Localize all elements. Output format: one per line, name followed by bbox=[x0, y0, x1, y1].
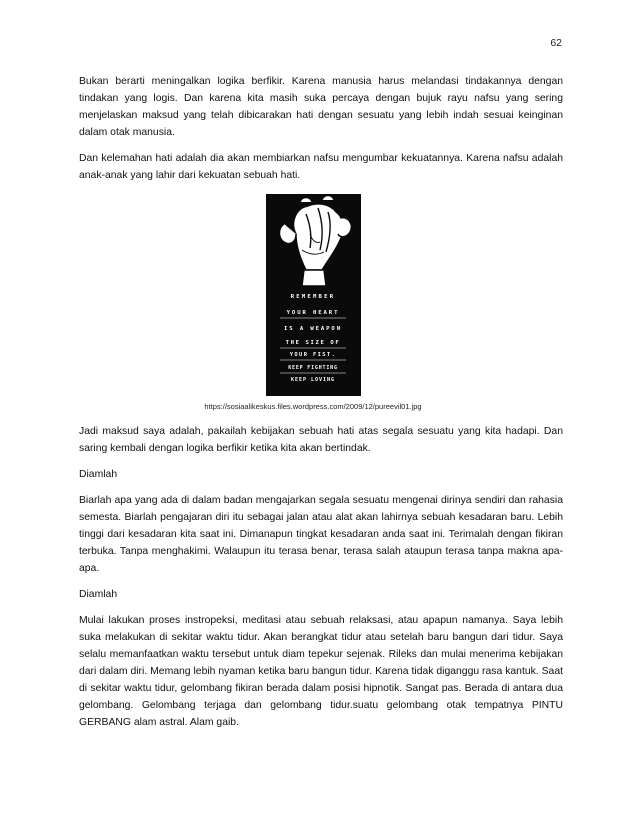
heart-fist-illustration bbox=[266, 194, 361, 396]
paragraph: Jadi maksud saya adalah, pakailah kebijakan sebuah hati atas segala sesuatu yang kita hadapi. Dan saring kembali dengan logika berfikir ketika kita akan bertindak. bbox=[79, 426, 563, 454]
section-heading: Diamlah bbox=[79, 589, 118, 600]
poster-text-remember: REMEMBER bbox=[290, 294, 335, 300]
poster-text-the-size-of: THE SIZE OF bbox=[285, 340, 340, 346]
poster-image bbox=[266, 194, 361, 396]
poster-text-keep-fighting: KEEP FIGHTING bbox=[287, 365, 338, 371]
poster-text-is-a-weapon: IS A WEAPON bbox=[283, 326, 342, 332]
paragraph: Bukan berarti meningalkan logika berfikir. Karena manusia harus melandasi tindakannya dengan tindakan yang logis. Dan karena kita masih suka percaya dengan bujuk rayu nafsu yang sering menjelaskan maksud yang telah dibicarakan hati dengan sesuatu yang lebih indah sesuai keinginan dalam otak manusia. bbox=[79, 76, 563, 138]
poster-text-your-fist: YOUR FIST. bbox=[289, 352, 336, 358]
section-heading: Diamlah bbox=[79, 469, 118, 480]
poster-text-your-heart: YOUR HEART bbox=[286, 310, 339, 316]
poster-text-keep-loving: KEEP LOVING bbox=[290, 377, 335, 383]
page-number: 62 bbox=[550, 37, 562, 49]
paragraph: Biarlah apa yang ada di dalam badan mengajarkan segala sesuatu mengenai dirinya sendiri dan rahasia semesta. Biarlah pengajaran diri itu sebagai jalan atau alat akan lahirnya sebuah kesadaran baru. Lebih tinggi dari kesadaran kita saat ini. Dimanapun tingkat kesadaran anda saat ini. Terimalah dengan fikiran terbuka. Tanpa menghakimi. Walaupun itu terasa benar, terasa salah ataupun terasa tanpa makna apa-apa. bbox=[79, 495, 563, 574]
image-caption: https://sosiaalikeskus.files.wordpress.com/2009/12/pureevil01.jpg bbox=[204, 402, 422, 411]
document-body bbox=[79, 73, 563, 740]
paragraph: Dan kelemahan hati adalah dia akan membiarkan nafsu mengumbar kekuatannya. Karena nafsu adalah anak-anak yang lahir dari kekuatan sebuah hati. bbox=[79, 153, 563, 181]
paragraph: Mulai lakukan proses instropeksi, meditasi atau sebuah relaksasi, atau apapun namanya. Saya lebih suka melakukan di sekitar waktu tidur. Akan berangkat tidur atau setelah baru bangun dari tidur. Saya selalu memanfaatkan waktu tersebut untuk diam tepekur sejenak. Rileks dan mulai menerima kebijakan dari dalam diri. Memang lebih nyaman ketika baru bangun tidur. Karena tidak diganggu rasa kantuk. Saat di sekitar waktu tidur, gelombang fikiran berada dalam posisi hipnotik. Sangat pas. Berada di antara dua gelombang. Gelombang terjaga dan gelombang tidur.suatu gelombang otak tempatnya PINTU GERBANG alam astral. Alam gaib. bbox=[79, 615, 563, 728]
